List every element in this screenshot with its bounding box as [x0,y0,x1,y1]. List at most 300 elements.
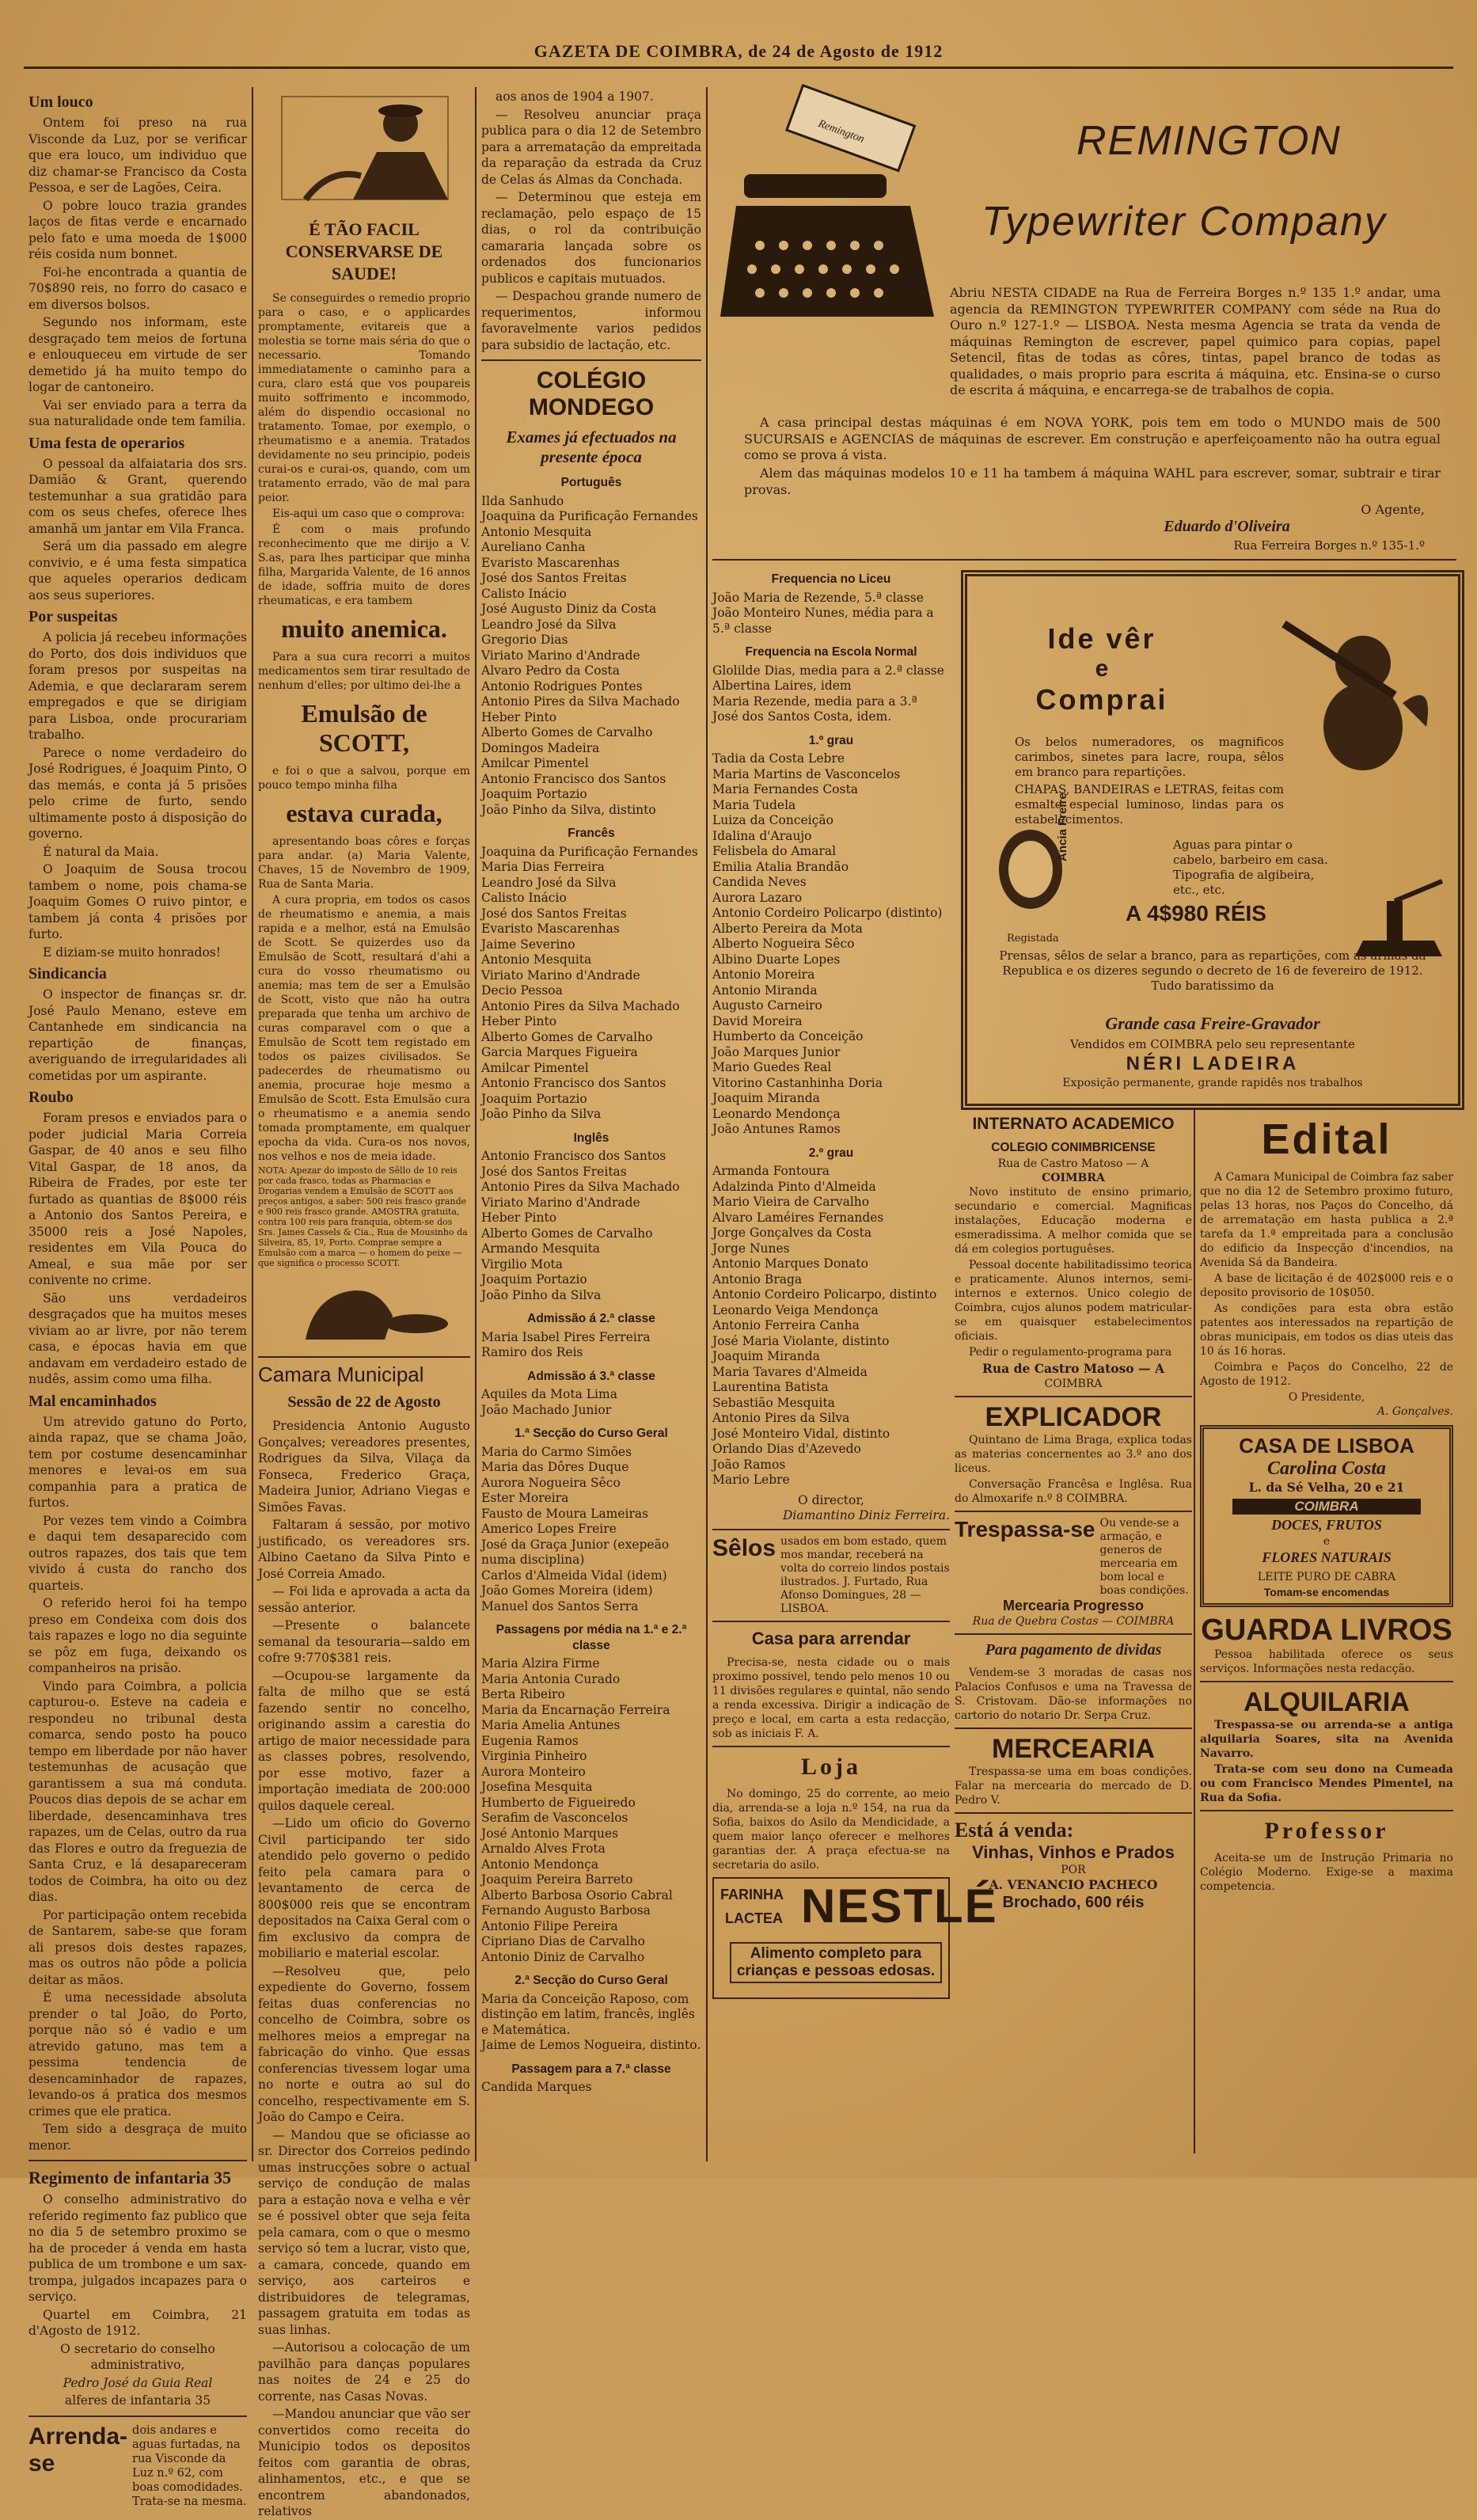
list-item: Joaquina da Purificação Fernandes [481,509,698,523]
list-item: Jaime Severino [481,937,575,952]
exam-list [481,475,701,2096]
list-item: João Gomes Moreira (idem) [481,1583,653,1598]
ad-title: CASA DE LISBOA [1239,1434,1414,1458]
ad-title: INTERNATO ACADEMICO [972,1115,1175,1133]
ad-text: FLORES NATURAIS [1262,1549,1392,1565]
list-item: Antonio Francisco dos Santos [481,1149,666,1163]
gravador-ad [961,570,1464,1110]
list-item: João Pinho da Silva [481,1107,602,1121]
article-subtitle: Exames já efectuados na presente época [506,428,677,466]
column-2 [258,89,470,2518]
ad-text: Precisa-se, nesta cidade ou o mais proximo possivel, tendo pelo menos 10 ou 11 divisões regulares e quintal, não sendo a renda excessiva. Dirigir a indicação de preço e local, em carta a esta redacção, sob as iniciais F. A. [712,1655,950,1740]
column-3 [481,89,701,2139]
divider [712,559,1456,561]
section-title: Português [560,476,622,489]
article-text: alferes de infantaria 35 [64,2393,211,2408]
article-text: Faltaram á sessão, por motivo justificado, os vereadores srs. Albino Caetano da Silva Pinto e José Correia Amado. [258,1518,470,1581]
article-text: Quartel em Coimbra, 21 d'Agosto de 1912. [28,2307,247,2338]
signature: Eduardo d'Oliveira [1164,518,1290,535]
list-item: Americo Lopes Freire [481,1522,617,1536]
ad-text: Coimbra e Paços do Concelho, 22 de Agosto de 1912. [1200,1361,1453,1388]
article-text: Ontem foi preso na rua Visconde da Luz, por se verificar que era louco, um individuo que diz chamar-se Francisco da Costa Pessoa, e ser de Lagões, Ceira. [28,116,247,195]
article-text: —Ocupou-se largamente da falta de milho que se está fazendo sentir no concelho, originando assim a carestia do artigo de maior necessidade para as classes pobres, resolvendo, por esse motivo, fazer a importação imediata de 200:000 quilos daquele cereal. [258,1668,470,1813]
list-item: Glolilde Dias, media para a 2.ª classe [712,663,944,678]
fisherman-icon [258,1268,470,1347]
ad-text: Prensas, sêlos de selar a branco, para as repartições, com as armas da Republica e os dizeres segundo o decreto de 16 de fevereiro de 1912. Tudo baratissimo da [999,948,1426,993]
ad-text: A. VENANCIO PACHECO [989,1877,1158,1892]
list-item: Alvaro Pedro da Costa [481,663,621,678]
ad-text: DOCES, FRUTOS [1271,1516,1382,1533]
ad-text: Conversação Francêsa e Inglêsa. Rua do Almoxarife n.º 8 COIMBRA. [955,1478,1192,1505]
article-text: — Determinou que esteja em reclamação, pelo espaço de 15 dias, o rol da contribuição camararia lançada sobre os ordenados dos funcionarios publicos e capitais mutuados. [481,190,701,286]
article-title: Regimento de infantaria 35 [28,2168,232,2187]
list-item: Joaquim Pereira Barreto [481,1872,633,1887]
list-item: Aurora Lazaro [712,890,803,905]
list-item: Antonio Filipe Pereira [481,1918,618,1933]
article-text: A policia já recebeu informações do Porto, dos dois individuos que foram presos por suspeitas na Ademia, e que declararam serem empregados e que se dirigiam para Lisboa, onde procurariam trabalho. [28,630,247,742]
ad-title: Ide vêr [1047,622,1156,655]
list-item: Maria Isabel Pires Ferreira [481,1329,651,1344]
list-item: Laurentina Batista [712,1380,829,1394]
list-item: Maria das Dôres Duque [481,1460,629,1474]
ad-subtitle: COLEGIO CONIMBRICENSE [991,1141,1156,1154]
section-title: 2.º grau [808,1146,854,1160]
article-text: — Despachou grande numero de requerimentos, informou favoravelmente varios pedidos para subsidio de lactação, etc. [481,289,701,352]
ad-text: Rua de Quebra Costas — COIMBRA [972,1615,1175,1628]
list-item: Heber Pinto [481,709,557,724]
article-text: O pobre louco trazia grandes laços de fitas verde e encarnado pelo fato e uma moeda de 1$000 réis cosida num bonnet. [28,198,247,261]
ad-text: Novo instituto de ensino primario, secundario e comercial. Magnificas instalações, Educação moderna e esmeradissima. A melhor comida que se dá em colegios portuguêses. [955,1185,1192,1256]
list-item: Gregorio Dias [481,633,568,647]
article-title: Mal encaminhados [28,1392,157,1410]
list-item: Ramiro dos Reis [481,1345,583,1359]
ad-text: O Presidente, [1288,1391,1365,1404]
section-title: Admissão á 2.ª classe [527,1312,655,1325]
article-title: Por suspeitas [28,608,118,625]
list-item: José Monteiro Vidal, distinto [712,1426,890,1441]
list-item: Mario Vieira de Carvalho [712,1195,870,1209]
ad-title: É TÃO FACIL CONSERVARSE DE SAUDE! [285,219,443,283]
list-item: Maria do Carmo Simões [481,1444,632,1459]
article-text: Vai ser enviado para a terra da sua naturalidade onde tem familia. [28,397,247,428]
section-title: 2.ª Secção do Curso Geral [514,1974,668,1987]
list-item: Alberto Gomes de Carvalho [481,1029,653,1044]
page-header: GAZETA DE COIMBRA, de 24 de Agosto de 1912 [533,41,944,61]
list-item: Adalzinda Pinto d'Almeida [712,1179,876,1194]
article-text: O director, [798,1492,864,1507]
section-title: Passagem para a 7.ª classe [511,2062,671,2076]
ad-title: Typewriter Company [982,199,1387,245]
list-item: João Maria de Rezende, 5.ª classe João Monteiro Nunes, média para a 5.ª classe [712,590,934,636]
list-item: Leonardo Veiga Mendonça [712,1302,879,1317]
list-item: Maria da Conceição Raposo, com distinção em latim, francês, inglês e Matemática. [481,1991,695,2037]
list-item: Humberto de Figueiredo [481,1795,636,1810]
article-text: —Presente o balancete semanal da tesouraria—saldo em cofre 9:770$381 reis. [258,1618,470,1665]
list-item: Tadia da Costa Lebre [712,751,845,766]
list-item: Joaquim Miranda [712,1349,820,1363]
section-title: Admissão á 3.ª classe [527,1369,655,1383]
list-item: Calisto Inácio [481,891,567,905]
ad-title: Professor [1264,1817,1389,1844]
ad-title: Grande casa Freire-Gravador [1105,1013,1320,1033]
list-item: Antonio Francisco dos Santos [481,1076,666,1090]
list-item: Antonio Ferreira Canha [712,1318,860,1332]
list-item: Antonio Marques Donato [712,1256,868,1271]
ad-text: dois andares e aguas furtadas, na rua Visconde da Luz n.º 62, com boas comodidades. Trata-se na mesma. [132,2423,247,2508]
ad-text: Pedir o regulamento-programa para [969,1345,1172,1359]
article-text: São uns verdadeiros desgraçados que ha muitos meses viviam ao ar livre, por não terem casa, e épocas havia em que andavam em verdadeiro estado de nudês, assim como uma filha. [28,1290,247,1386]
ad-text: No domingo, 25 do corrente, ao meio dia, arrenda-se a loja n.º 154, na rua da Sofia, baixos do Asilo da Mendicidade, a quem maior lanço oferecer e melhores garantias der. A praça efectua-se na secretaria do asilo. [712,1787,950,1872]
ad-headline: muito anemica. [281,614,447,643]
list-item: Maria Tavares d'Almeida [712,1364,868,1379]
ad-text: Alimento completo para crianças e pessoas edosas. [730,1942,942,1983]
ad-text: Trespassa-se uma em boas condições. Falar na mercearia do mercado de D. Pedro V. [955,1766,1192,1807]
column-divider [252,87,253,2161]
article-text: Por participação ontem recebida de Santarem, sabe-se que foram ali presos dois destes rapazes, mas os outros não pôde a policia deitar as mãos. [28,1907,247,1987]
list-item: José Antonio Marques [481,1826,619,1841]
article-text: — Foi lida e aprovada a acta da sessão anterior. [258,1584,470,1615]
nestle-ad [712,1877,998,1999]
svg-text:Remington: Remington [816,117,866,146]
ad-text: e [1323,1534,1331,1548]
list-item: Decio Pessoa [481,983,563,998]
ad-title: GUARDA LIVROS [1201,1613,1452,1647]
article-text: — Resolveu anunciar praça publica para o dia 12 de Setembro para a arrematação da empreitada da reparação da estrada da Cruz de Celas ás Almas da Conchada. [481,107,701,187]
article-text: E diziam-se muito honrados! [43,945,221,960]
ad-text: CHAPAS, BANDEIRAS e LETRAS, feitas com esmalte especial luminoso, lindas para os estabelecimentos. [1015,782,1284,827]
list-item: Antonio Mendonça [481,1857,599,1872]
list-item: Antonio Cordeiro Policarpo (distinto) [712,906,943,920]
list-item: Joaquim Portazio [481,1272,587,1287]
ad-text: A base de licitação é de 402$000 reis e o deposito provisorio de 10$050. [1200,1272,1453,1299]
list-item: Aquiles da Mota Lima [481,1387,617,1401]
price: Brochado, 600 réis [1002,1893,1145,1911]
list-item: João Ramos [712,1457,786,1472]
column-divider [1194,1108,1195,2153]
article-text: —Mandou anunciar que vão ser convertidos como receita do Municipio todos os depositos feitos com garantia de obras, alinhamentos, etc., e que se encontrem abandonados, relativos [258,2407,470,2518]
list-item: Serafim de Vasconcelos [481,1811,628,1825]
list-item: Berta Ribeiro [481,1687,565,1701]
ad-text: Ou vende-se a armação, e generos de mercearia em bom local e boas condições. [1099,1517,1189,1597]
list-item: Arnaldo Alves Frota [481,1842,606,1856]
list-item: Amilcar Pimentel [481,1060,589,1075]
article-text: É natural da Maia. [43,844,159,859]
article-text: —Autorisou a colocação de um pavilhão para danças populares nas noites de 24 e 25 do corrente, nas Casas Novas. [258,2340,470,2404]
list-item: Armando Mesquita [481,1241,601,1256]
article-text: Foi-he encontrada a quantia de 70$890 reis, no forro do casaco e em diversos bolsos. [28,264,247,312]
ad-text: A casa principal destas máquinas é em NOVA YORK, pois tem em todo o MUNDO mais de 500 SUCURSAIS e AGENCIAS de máquinas de escrever. Em construção e aperfeiçoamento não ha outra egual como se prova á vista. [744,415,1441,462]
list-item: Carlos d'Almeida Vidal (idem) [481,1568,667,1583]
list-item: Candida Marques [481,2080,592,2094]
column-1 [28,89,247,2508]
ad-headline: Emulsão de SCOTT, [301,698,427,757]
ad-headline: estava curada, [286,798,442,827]
section-title: Frequencia na Escola Normal [745,645,917,659]
list-item: Maria Martins de Vasconcelos [712,766,901,781]
article-text: —Resolveu que, pelo expediente do Governo, fossem feitas duas conferencias no concelho de Coimbra, sobre os melhores meios a empregar na fabricação do vinho. Que essas conferencias tivessem logar uma no norte e outra ao sul do concelho, respectivamente em S. João do Campo e Ceira. [258,1963,470,2124]
ad-text: usados em bom estado, quem mos mandar, receberá na volta do correio lindos postais ilustrados. J. Furtado, Rua Afonso Domingues, 28 — LISBOA. [780,1534,950,1615]
list-item: Amilcar Pimentel [481,756,589,770]
ad-text: COIMBRA [1232,1499,1421,1515]
ad-text: Os belos numeradores, os magnificos carimbos, sinetes para lacre, roupa, sêlos em branco para repartições. [1015,735,1284,779]
list-item: Virgilio Mota [481,1256,564,1271]
section-title: 1.º grau [808,733,854,747]
list-item: Antonio Braga [712,1271,803,1287]
list-item: Evaristo Mascarenhas [481,555,620,570]
list-item: Emilia Atalia Brandão [712,859,849,874]
list-item: Cipriano Dias de Carvalho [481,1934,645,1948]
list-item: Antonio Cordeiro Policarpo, distinto [712,1287,937,1302]
ad-title: Está á venda: [955,1819,1074,1842]
ad-title: EXPLICADOR [985,1402,1162,1432]
article-title: Um louco [28,93,93,111]
ad-title: MERCEARIA [992,1734,1155,1764]
ad-title: e [1095,656,1109,682]
cherub-icon [1276,608,1434,782]
list-item: Leandro José da Silva [481,617,617,632]
list-item: Leandro José da Silva [481,875,617,890]
list-item: Eugenia Ramos [481,1733,579,1748]
section-title: Inglês [573,1131,609,1145]
article-text: — Mandou que se oficiasse ao sr. Director dos Correios pedindo umas instrucções sobre o actual serviço de condução de malas para a estação nova e velha e vêr se é possivel obter que seja feita pela camara, com o que o mesmo serviço só tem a lucrar, visto que, a camara, concede, quando em serviço, aos carteiros e distribuidores de telegramas, passagem gratuita em todas as suas linhas. [258,2127,470,2337]
list-item: Leonardo Mendonça [712,1106,841,1121]
list-item: Vitorino Castanhinha Doria [712,1075,883,1090]
ad-text: Eis-aqui um caso que o comprova: [272,507,465,520]
ad-text: Rua de Castro Matoso — A [982,1360,1164,1376]
article-text: Um atrevido gatuno do Porto, ainda rapaz, que se chama João, tem por costume desencaminhar menores e levai-os em sua companhia para a pratica de furtos. [28,1414,247,1510]
list-item: Jaime de Lemos Nogueira, distinto. [481,2038,701,2052]
list-item: Garcia Marques Figueira [481,1045,638,1059]
signature: Pedro José da Guia Real [63,2375,213,2390]
list-item: Domingos Madeira [481,740,600,755]
list-item: Maria Tudela [712,797,796,812]
ad-text: Pessoa habilitada oferece os seus serviços. Informações nesta redacção. [1200,1648,1453,1675]
list-item: Maria Antonia Curado [481,1671,621,1686]
section-title: Passagens por média na 1.ª e 2.ª classe [495,1623,687,1652]
svg-text:Ancia Freire: Ancia Freire [1056,792,1069,861]
ad-text: O Agente, [1361,502,1425,517]
list-item: Ilda Sanhudo [481,493,564,508]
list-item: Aurora Monteiro [481,1764,586,1779]
ad-text: Alem das máquinas modelos 10 e 11 ha tambem á máquina WAHL para escrever, somar, subtrair e tirar provas. [744,466,1441,497]
article-text: Vindo para Coimbra, a policia capturou-o. Esteve na cadeia e respondeu no tribunal desta comarca, sendo posto ha pouco tempo em liberdade por não haver testemunhas de acusação que garantissem a sua má conduta. Poucos dias depois de se achar em liberdade, desencaminhava tres rapazes, um de Celas, outro da rua das Flores e outro da freguezia de Santa Cruz, e lá desapareceram todos de Coimbra, ha oito ou dez dias. [28,1678,247,1904]
ad-text: Rua de Castro Matoso — A [997,1157,1149,1170]
ad-title: Casa para arrendar [751,1628,911,1648]
ad-title: Loja [801,1753,861,1780]
illustration-icon [258,89,470,207]
list-item: José da Graça Junior (exepeão numa disciplina) [481,1537,670,1567]
section-title: 1.ª Secção do Curso Geral [514,1427,668,1440]
ad-text: FARINHA [720,1886,784,1902]
list-item: Felisbela do Amaral [712,844,837,858]
ad-title: Arrenda-se [28,2423,128,2476]
book-title: Vinhas, Vinhos e Prados [972,1842,1175,1862]
list-item: João Pinho da Silva, distinto [481,802,656,817]
list-item: Jorge Nunes [712,1241,790,1256]
section-title: Francês [568,827,615,840]
ad-text: Vendem-se 3 moradas de casas nos Palacios Confusos e uma na Travessa de S. Cristovam. Dão-se informações no cartorio do notario Dr. Serpa Cruz. [955,1667,1192,1722]
ad-text: Rua Ferreira Borges n.º 135-1.º [1233,538,1425,553]
ad-text: LACTEA [725,1910,783,1926]
ad-text: Vendidos em COIMBRA pelo seu representante [1070,1037,1355,1051]
ad-title: Trespassa-se [955,1517,1095,1541]
article-text: O secretario do conselho administrativo, [60,2341,215,2372]
list-item: Fausto de Moura Lameiras [481,1506,649,1521]
article-text: Por vezes tem vindo a Coimbra e daqui tem desaparecido com outros rapazes, dos tais que tem vivido á custa do rancho dos quarteis. [28,1513,247,1593]
list-item: Aureliano Canha [481,540,586,554]
remington-ad [712,87,1456,559]
list-item: Augusto Carneiro [712,998,822,1013]
article-text: Segundo nos informam, este desgraçado tem meios de fortuna e enlouqueceu em virtude de ser demetido já ha muito tempo do logar de cantoneiro. [28,315,247,394]
ad-title: Edital [1261,1116,1392,1163]
list-item: José Augusto Diniz da Costa [481,602,657,616]
list-item: Humberto da Conceição [712,1029,864,1043]
list-item: Antonio Pires da Silva Machado [481,998,680,1013]
list-item: Maria Dias Ferreira [481,860,605,874]
list-item: Alberto Gomes de Carvalho [481,1226,653,1241]
ad-text: Quintano de Lima Braga, explica todas as materias concernentes ao 3.º ano dos liceus. [955,1434,1192,1475]
price: A 4$980 RÉIS [1126,901,1266,926]
article-text: Tem sido a desgraça de muito menor. [28,2122,247,2153]
ad-text: L. da Sé Velha, 20 e 21 [1248,1480,1405,1495]
ad-text: Tomam-se encomendas [1263,1585,1390,1598]
list-item: Evaristo Mascarenhas [481,922,620,936]
list-item: Joaquim Portazio [481,787,587,801]
list-item: Maria Alzira Firme [481,1656,600,1670]
article-title: Roubo [28,1089,74,1106]
ad-text: Exposição permanente, grande rapidês nos trabalhos [1062,1077,1363,1089]
list-item: Luiza da Conceição [712,813,833,827]
list-item: Josefina Mesquita [481,1780,593,1794]
column-4 [712,564,998,2147]
typewriter-icon [712,87,950,364]
ad-text: LEITE PURO DE CABRA [1257,1571,1396,1583]
article-text: Parece o nome verdadeiro do José Rodrigues, é Joaquim Pinto, O das memás, e conta já 5 prisões pelo crime de furto, sendo ultimamente posto á disposição do governo. [28,745,247,841]
signature: A. Gonçalves. [1376,1405,1453,1418]
ad-note: NOTA: Apezar do imposto de Sêllo de 10 reis por cada frasco, todas as Pharmacias e Drogarias vendem a Emulsão de SCOTT aos preços antigos, a saber: 500 reis frasco grande e 900 reis frasco grande. AMOSTRA gratuita, contra 100 reis para franquia, obtem-se dos Srs. James Cassels & Cia., Rua de Mousinho da Silveira, 85, 1º, Porto. Comprae sempre a Emulsão com a marca — o homem do peixe — que significa o processo SCOTT. [258,1165,468,1268]
seal-label: Registada [1007,933,1059,945]
list-item: Maria Amelia Antunes [481,1718,621,1732]
list-item: Jorge Gonçalves da Costa [712,1226,872,1240]
list-item: João Pinho da Silva [481,1287,602,1302]
article-title: COLÉGIO MONDEGO [528,367,655,420]
ad-text: Abriu NESTA CIDADE na Rua de Ferreira Borges n.º 135 1.º andar, uma agencia da REMINGTON TYPEWRITER COMPANY com séde na Rua do Ouro n.º 127-1.º — LISBOA. Nesta mesma Agencia se trata da venda de máquinas Remington de escrever, papel quimico para copias, papel Setencil, fitas de todas as côres, tintas, papel branco de todas as qualidades, o mais proprio para escrita á máquina, etc. Ensina-se o curso de escrita á máquina, e encarrega-se de trabalhos de copia. [950,285,1441,397]
ad-text: COIMBRA [1042,1171,1105,1184]
list-item: Antonio Pires da Silva Machado [481,694,680,709]
article-text: aos anos de 1904 a 1907. [495,89,654,104]
list-item: Viriato Marino d'Andrade [481,967,640,983]
list-item: Ester Moreira [481,1491,569,1505]
list-item: Aurora Nogueira Sêco [481,1475,621,1490]
list-item: Maria Rezende, media para a 3.ª [712,694,917,709]
ad-text: Se conseguirdes o remedio proprio para o caso, e o applicardes promptamente, evitareis que a molestia se torne mais séria do que o necessario. Tomando immediatamente o caminho para a cura, claro está que vos poupareis muito soffrimento e incommodo, além do dispendio occasional no tratamento. Tomae, por exemplo, o rheumatismo e a anemia. Tratados devidamente no seu principio, podeis curai-os e curai-os, quando, com um tratamento errado, vão de mal para peior. [258,291,470,504]
ad-title: REMINGTON [1076,118,1342,164]
column-6 [1200,1108,1453,2153]
list-item: Armanda Fontoura [712,1164,830,1178]
section-title: Frequencia no Liceu [771,572,891,586]
ad-text: e foi o que a salvou, porque em pouco tempo minha filha [258,764,470,792]
list-item: José dos Santos Freitas [481,1164,627,1179]
list-item: Joaquim Miranda [712,1091,820,1105]
list-item: Viriato Marino d'Andrade [481,1195,640,1210]
article-text: É uma necessidade absoluta prender o tal João, do Porto, porque não só é vadio e um atrevido gatuno, mas tem a pessima tendencia de desencaminhador de rapazes, levando-os á pratica dos mesmos crimes que ele pratica. [28,1990,247,2119]
list-item: José dos Santos Freitas [481,906,627,921]
ad-text: As condições para esta obra estão patentes aos interessados na repartição de obras municipais, em todos os dias uteis das 10 ás 16 horas. [1200,1302,1453,1358]
list-item: Maria Fernandes Costa [712,782,858,796]
list-item: Maria da Encarnação Ferreira [481,1702,670,1717]
list-item: Antonio Rodrigues Pontes [481,678,643,694]
article-text: O Joaquim de Sousa trocou tambem o nome, pois chama-se Joaquim Gomes O ruivo pintor, e tambem já conta 4 prisões por furto. [28,862,247,941]
registered-seal-icon [991,792,1078,933]
column-5 [955,1108,1192,2153]
ad-text: Aceita-se um de Instrução Primaria no Colégio Moderno. Exige-se a maxima competencia. [1200,1851,1453,1893]
list-item: Mario Guedes Real [712,1060,832,1074]
list-item: Antonio Miranda [712,983,818,998]
list-item: Candida Neves [712,875,807,889]
list-item: José dos Santos Costa, idem. [712,709,892,724]
list-item: Albino Duarte Lopes [712,952,841,967]
list-item: Alberto Nogueira Sêco [712,937,855,951]
list-item: Calisto Inácio [481,586,567,601]
list-item: José Maria Violante, distinto [712,1333,890,1348]
article-text: Será um dia passado em alegre convivio, e é uma festa simpatica que aqueles operarios dedicam aos seus superiores. [28,539,247,602]
ad-text: É com o mais profundo reconhecimento que me dirijo a V. S.as, para lhes participar que minha filha, Margarida Valente, de 16 annos de idade, soffria muito de dores rheumaticas, e era tambem [258,523,470,607]
list-item: Mario Lebre [712,1473,790,1487]
ad-title: Para pagamento de dividas [985,1641,1162,1659]
ad-text: Trata-se com seu dono na Cumeada ou com Francisco Mendes Pimentel, na Rua da Sofia. [1200,1762,1453,1804]
list-item: Antonio Pires da Silva Machado [481,1180,680,1194]
list-item: Antonio Pires da Silva [712,1411,850,1425]
list-item: Antonio Moreira [712,967,815,982]
article-text: O pessoal da alfaiataria dos srs. Damião & Grant, querendo testemunhar a sua gratidão para com os seus chefes, oferece lhes amanhã um jantar em Vila Franca. [28,456,247,536]
article-text: Presidencia Antonio Augusto Gonçalves; vereadores presentes, Rodrigues da Silva, Vilaça da Fonseca, Frederico Graça, Madeira Junior, Adriano Viegas e Simões Favas. [258,1419,470,1515]
list-item: Alberto Barbosa Osorio Cabral [481,1887,673,1902]
list-item: Antonio Mesquita [481,952,592,967]
article-subtitle: Sessão de 22 de Agosto [287,1393,441,1411]
article-title: Sindicancia [28,965,107,983]
list-item: Albertina Laires, idem [712,678,852,693]
ad-subtitle: Mercearia Progresso [1002,1598,1145,1613]
ad-text: COIMBRA [1044,1378,1103,1390]
ad-text: Aguas para pintar o cabelo, barbeiro em casa. Tipografia de algibeira, etc., etc. [1173,838,1328,897]
ad-text: Pessoal docente habilitadissimo teorica e praticamente. Alunos internos, semi-internos e externos. Unico colegio de Coimbra, cujos alunos podem matricular-se em quaisquer estabelecimentos oficiais. [955,1258,1192,1343]
list-item: Fernando Augusto Barbosa [481,1903,651,1918]
article-text: O referido heroi foi ha tempo preso em Condeixa com dois dos tais rapazes e logo no dia seguinte se pôz em fuga, deixando os companheiros na prisão. [28,1596,247,1675]
casa-lisboa-ad [1200,1425,1453,1607]
list-item: João Marques Junior [712,1044,841,1059]
list-item: Virginia Pinheiro [481,1749,587,1763]
list-item: Alvaro Laméires Fernandes [712,1210,884,1225]
article-title: Camara Municipal [258,1363,424,1386]
ad-text: POR [1061,1864,1086,1876]
article-text: Foram presos e enviados para o poder judicial Maria Correia Gaspar, de 40 anos e seu filho Vital Gaspar, de 18 anos, da Ribeira de Frades, por este ter furtado as quantias de 8$000 réis a Antonio dos Santos Pereira, e 35000 reis a José Napoles, residentes em Vila Pouca do Ameal, e sua mãe por ser conivente no crime. [28,1111,247,1287]
ad-text: A cura propria, em todos os casos de rheumatismo e anemia, a mais rapida e a melhor, está na Emulsão de Scott. Se quizerdes uso da Emulsão de Scott, resultará d'ahi a cura do vosso rheumatismo ou anemia; mas tem de ser a Emulsão de Scott, visto que não ha outra preparada que tenha um archivo de curas comparavel com o que a Emulsão de Scott tem registado em todos os paizes civilisados. Se padecerdes de rheumatismo ou anemia, procurae hoje mesmo a Emulsão de Scott. Esta Emulsão cura o rheumatismo e a anemia sendo tomada promptamente, em qualquer epocha da vida. Cura-os nos novos, nos velhos e nos de meia idade. [258,893,470,1163]
list-item: Antonio Diniz de Carvalho [481,1949,645,1964]
header-rule [24,67,1453,69]
column-divider [706,87,708,2161]
list-item: David Moreira [712,1013,803,1028]
list-item: Viriato Marino d'Andrade [481,648,640,663]
list-item: Joaquim Portazio [481,1091,587,1106]
article-title: Uma festa de operarios [28,434,185,452]
ad-text: apresentando boas côres e forças para andar. (a) Maria Valente, Chaves, 15 de Novembro de 1909, Rua de Santa Maria. [258,834,470,891]
article-text: —Lido um oficio do Governo Civil participando ter sido atendido pelo governo o pedido feito pela camara para o levantamento de cerca de 800$000 reis que se encontram depositados na Caixa Geral com o fim exclusivo da compra de mobiliario e material escolar. [258,1816,470,1960]
list-item: José dos Santos Freitas [481,571,627,585]
list-item: João Machado Junior [481,1402,612,1417]
list-item: Heber Pinto [481,1014,557,1028]
brand-logo: NESTLÉ [801,1879,998,1933]
article-text: O inspector de finanças sr. dr. José Paulo Menano, esteve em Cantanhede em sindicancia na repartição de finanças, averiguando de irregularidades ali cometidas por um aspirante. [28,987,247,1083]
